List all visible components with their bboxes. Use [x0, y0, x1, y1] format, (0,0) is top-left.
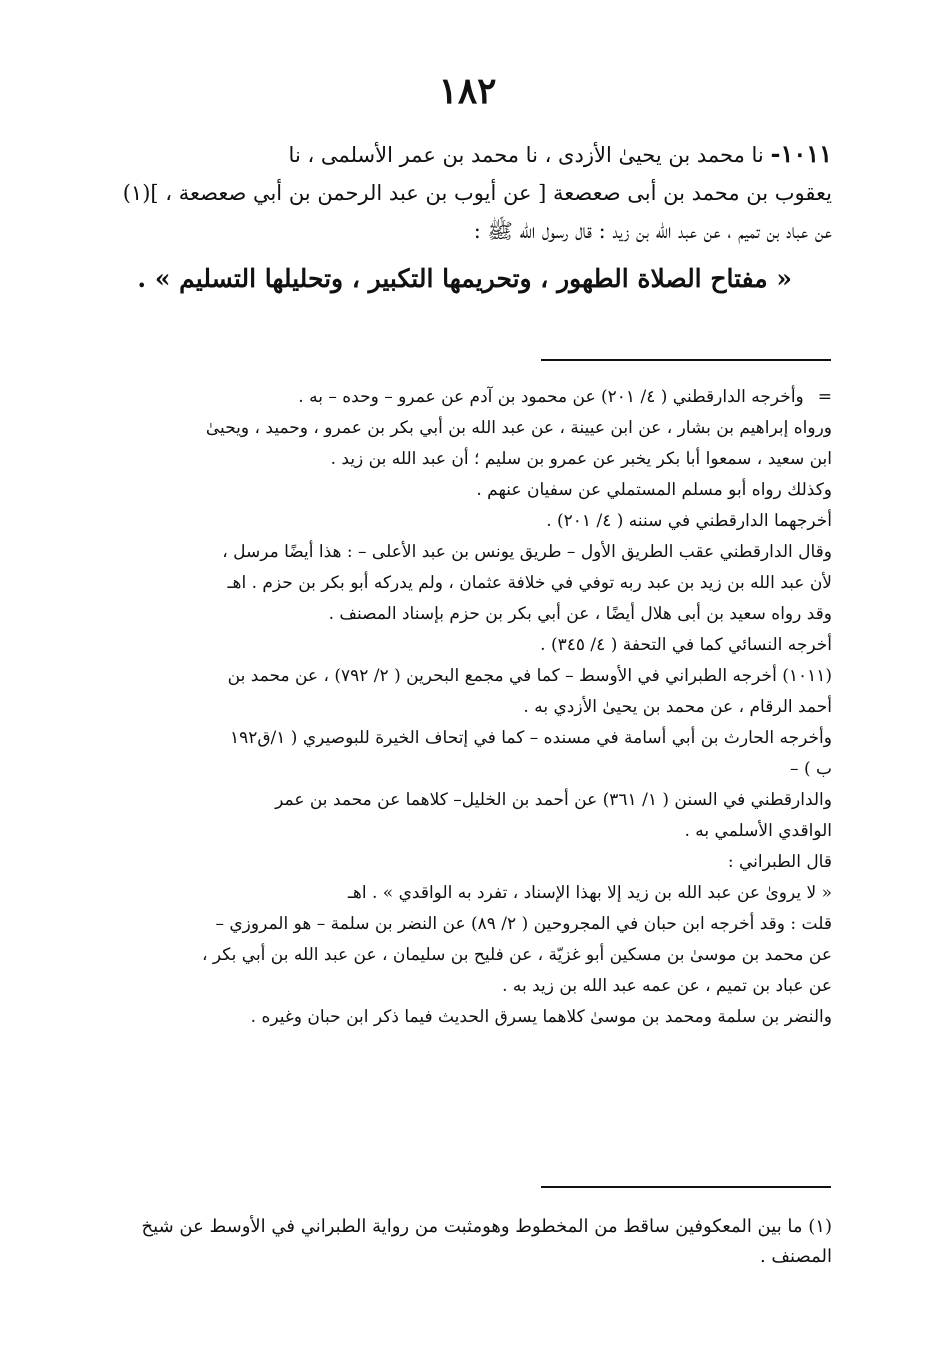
continuation-mark: = [817, 387, 832, 407]
footnote-line: (١) ما بين المعكوفين ساقط من المخطوط وهومثبت من رواية الطبراني في الأوسط عن شيخ [141, 1216, 832, 1237]
note-line: أخرجه النسائي كما في التحفة ( ٤/ ٣٤٥) . [540, 635, 832, 655]
note-line: وقد رواه سعيد بن أبى هلال أيضًا ، عن أبي بكر بن حزم بإسناد المصنف . [328, 604, 832, 624]
note-line: أحمد الرقام ، عن محمد بن يحيىٰ الأزدي به . [523, 697, 832, 717]
note-line: أخرجهما الدارقطني في سننه ( ٤/ ٢٠١) . [546, 511, 832, 531]
hadith-line-3: عن عباد بن تميم ، عن عبد الله بن زيد : قال رسول الله ﷺ : [473, 219, 832, 243]
note-line: عن محمد بن موسىٰ بن مسكين أبو غزيّة ، عن فليح بن سليمان ، عن عبد الله بن أبي بكر ، [201, 945, 832, 965]
note-line: عن عباد بن تميم ، عن عمه عبد الله بن زيد به . [502, 976, 832, 996]
footnote-block [92, 1212, 832, 1272]
page-number: ١٨٢ [438, 70, 497, 112]
note-line: (١٠١١) أخرجه الطبراني في الأوسط – كما في مجمع البحرين ( ٢/ ٧٩٢) ، عن محمد بن [227, 666, 832, 686]
note-line: لأن عبد الله بن زيد بن عبد ربه توفي في خلافة عثمان ، ولم يدركه أبو بكر بن حزم . اهـ [227, 573, 832, 593]
hadith-matn: « مفتاح الصلاة الطهور ، وتحريمها التكبير ، وتحليلها التسليم » . [137, 264, 792, 293]
note-line: ب ) – [790, 759, 832, 779]
note-line: والدارقطني في السنن ( ١/ ٣٦١) عن أحمد بن الخليل– كلاهما عن محمد بن عمر [275, 790, 832, 810]
note-line: ورواه إبراهيم بن بشار ، عن ابن عيينة ، عن عبد الله بن أبي بكر بن عمرو ، وحميد ، ويحيىٰ [205, 418, 832, 438]
hadith-line-1 [80, 135, 832, 174]
note-line: وكذلك رواه أبو مسلم المستملي عن سفيان عنهم . [476, 480, 832, 500]
note-line [92, 382, 832, 413]
note-line: ابن سعيد ، سمعوا أبا بكر يخبر عن عمرو بن سليم ؛ أن عبد الله بن زيد . [330, 449, 832, 469]
note-line: قال الطبراني : [727, 852, 832, 872]
note-line: الواقدي الأسلمي به . [684, 821, 832, 841]
note-line: قلت : وقد أخرجه ابن حبان في المجروحين ( ٢/ ٨٩) عن النضر بن سلمة – هو المروزي – [215, 914, 832, 934]
hadith-number: ١٠١١- [770, 139, 832, 168]
hadith-line-2: يعقوب بن محمد بن أبى صعصعة [ عن أيوب بن عبد الرحمن بن أبي صعصعة ، ](١) [122, 181, 832, 205]
note-line: والنضر بن سلمة ومحمد بن موسىٰ كلاهما يسرق الحديث فيما ذكر ابن حبان وغيره . [250, 1007, 832, 1027]
commentary-block [92, 382, 832, 1033]
note-text: وأخرجه الدارقطني ( ٤/ ٢٠١) عن محمود بن آدم عن عمرو – وحده – به . [298, 387, 804, 407]
hadith-text-1: نا محمد بن يحيىٰ الأزدى ، نا محمد بن عمر الأسلمى ، نا [288, 143, 764, 167]
hadith-block [80, 135, 832, 300]
divider-top [541, 359, 831, 361]
note-line: « لا يروىٰ عن عبد الله بن زيد إلا بهذا الإسناد ، تفرد به الواقدي » . اهـ [347, 883, 832, 903]
note-line: وقال الدارقطني عقب الطريق الأول – طريق يونس بن عبد الأعلى – : هذا أيضًا مرسل ، [222, 542, 832, 562]
divider-bottom [541, 1186, 831, 1188]
footnote-line: المصنف . [759, 1246, 832, 1267]
note-line: وأخرجه الحارث بن أبي أسامة في مسنده – كما في إتحاف الخيرة للبوصيري ( ١/ق١٩٢ [229, 728, 832, 748]
